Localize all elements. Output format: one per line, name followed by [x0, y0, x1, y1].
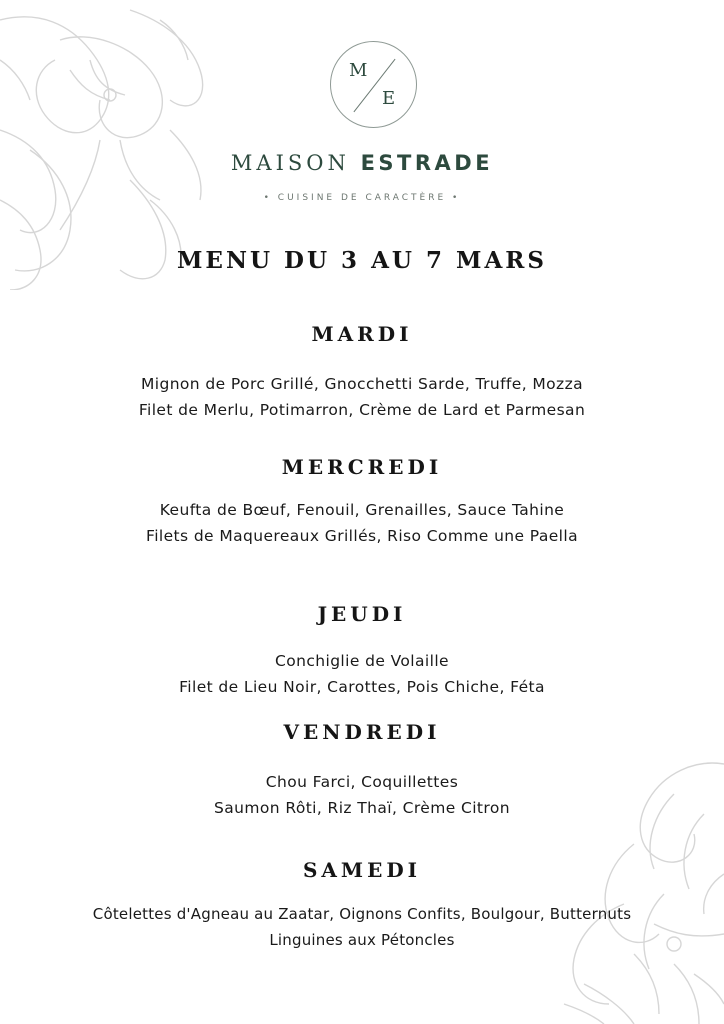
list-item: Keufta de Bœuf, Fenouil, Grenailles, Sauce Tahine	[159, 501, 565, 519]
dish-list-vendredi	[0, 769, 724, 821]
list-item: Mignon de Porc Grillé, Gnocchetti Sarde, Truffe, Mozza	[140, 375, 584, 393]
brand-logo	[330, 41, 417, 128]
brand-tagline: • CUISINE DE CARACTÈRE •	[263, 193, 461, 203]
day-heading-mardi: MARDI	[311, 322, 413, 346]
list-item: Conchiglie de Volaille	[275, 652, 449, 670]
brand-name	[0, 151, 724, 175]
logo-letter-m: M	[349, 60, 368, 81]
brand-name-first: MAISON	[230, 151, 350, 175]
day-heading-samedi: SAMEDI	[302, 858, 422, 882]
list-item: Filet de Lieu Noir, Carottes, Pois Chiche, Féta	[179, 678, 545, 696]
dish-list-mardi	[0, 371, 724, 423]
list-item: Linguines aux Pétoncles	[269, 931, 455, 949]
list-item: Filets de Maquereaux Grillés, Riso Comme une Paella	[146, 527, 578, 545]
logo-letter-e: E	[382, 88, 396, 109]
day-heading-mercredi: MERCREDI	[281, 455, 443, 479]
brand-name-second: ESTRADE	[360, 151, 494, 175]
list-item: Côtelettes d'Agneau au Zaatar, Oignons Confits, Boulgour, Butternuts	[92, 905, 632, 923]
list-item: Filet de Merlu, Potimarron, Crème de Lard et Parmesan	[138, 401, 586, 419]
day-heading-jeudi: JEUDI	[317, 602, 407, 626]
dish-list-mercredi	[0, 497, 724, 549]
list-item: Saumon Rôti, Riz Thaï, Crème Citron	[214, 799, 510, 817]
menu-title: MENU DU 3 AU 7 MARS	[176, 247, 548, 274]
list-item: Chou Farci, Coquillettes	[265, 773, 459, 791]
dish-list-jeudi	[0, 648, 724, 700]
day-heading-vendredi: VENDREDI	[283, 720, 441, 744]
dish-list-samedi	[0, 901, 724, 953]
